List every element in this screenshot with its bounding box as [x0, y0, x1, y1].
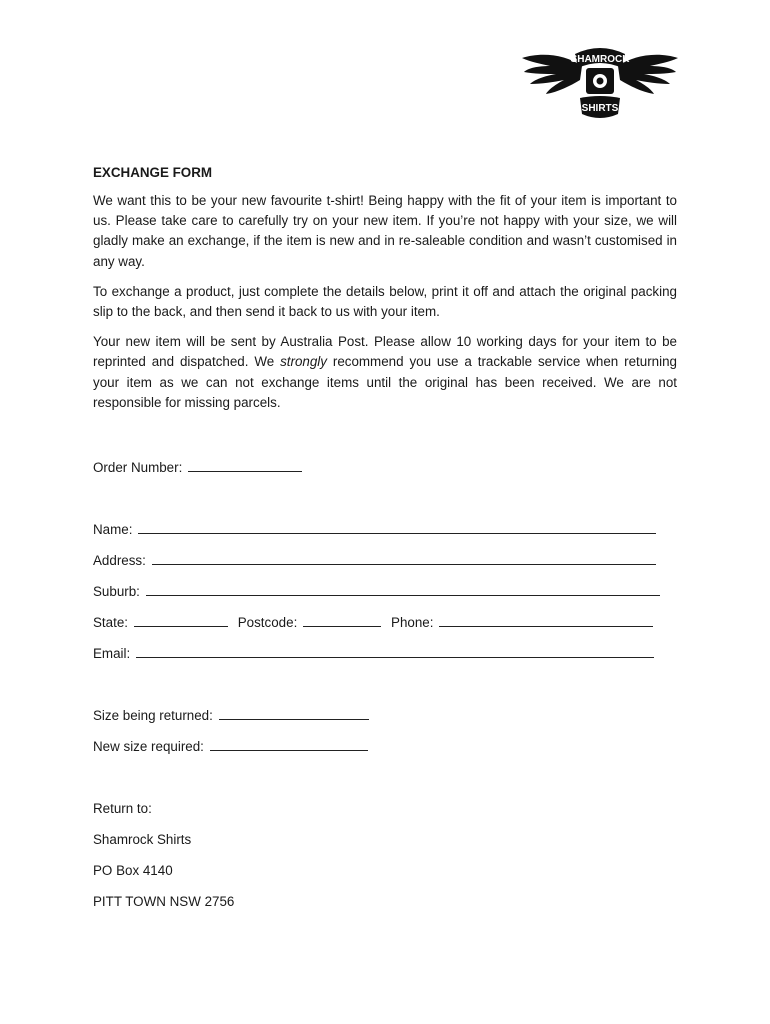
address-row — [93, 552, 656, 570]
logo-text-bottom: SHIRTS — [581, 103, 619, 114]
name-row — [93, 521, 656, 539]
order-number-row — [93, 459, 302, 477]
state-postcode-phone-row — [93, 614, 653, 632]
shamrock-shirts-logo — [520, 44, 680, 124]
state-field[interactable] — [134, 614, 228, 627]
return-town: PITT TOWN NSW 2756 — [93, 894, 235, 909]
form-intro — [93, 164, 677, 423]
size-returned-label: Size being returned: — [93, 708, 213, 723]
state-label: State: — [93, 615, 128, 630]
email-field[interactable] — [136, 645, 654, 658]
email-row — [93, 645, 654, 663]
size-required-row — [93, 738, 368, 756]
postcode-field[interactable] — [303, 614, 381, 627]
size-required-field[interactable] — [210, 738, 368, 751]
return-company: Shamrock Shirts — [93, 832, 192, 847]
address-field[interactable] — [152, 552, 656, 565]
suburb-row — [93, 583, 660, 601]
logo-text-top: SHAMROCK — [570, 54, 630, 65]
name-label: Name: — [93, 522, 133, 537]
shipping-text-2: recommend you use a trackable service when returning your item as we can not exchange items until the original has been received. We are not responsible for missing parcels. — [93, 354, 677, 410]
size-required-label: New size required: — [93, 739, 204, 754]
size-returned-field[interactable] — [219, 707, 369, 720]
form-title: EXCHANGE FORM — [93, 165, 213, 180]
shipping-text-1: Your new item will be sent by Australia Post. Please allow 10 working days for your item to be reprinted and dispatched. We — [93, 334, 677, 370]
phone-label: Phone: — [391, 615, 434, 630]
shipping-paragraph — [93, 332, 677, 413]
intro-paragraph: We want this to be your new favourite t-shirt! Being happy with the fit of your item is important to us. Please take care to carefully try on your new item. If you’re not happy with your size, we will gladly make an exchange, if the item is new and in re-saleable condition and wasn’t customised in any way. — [93, 193, 677, 269]
return-po-box: PO Box 4140 — [93, 863, 173, 878]
order-number-field[interactable] — [188, 459, 302, 472]
size-returned-row — [93, 707, 369, 725]
return-label: Return to: — [93, 801, 152, 816]
shipping-emphasis: strongly — [280, 354, 327, 370]
suburb-field[interactable] — [146, 583, 660, 596]
suburb-label: Suburb: — [93, 584, 140, 599]
address-label: Address: — [93, 553, 146, 568]
order-number-label: Order Number: — [93, 460, 183, 475]
instructions-paragraph: To exchange a product, just complete the details below, print it off and attach the original packing slip to the back, and then send it back to us with your item. — [93, 283, 677, 320]
phone-field[interactable] — [439, 614, 653, 627]
postcode-label: Postcode: — [237, 615, 298, 630]
email-label: Email: — [93, 646, 131, 661]
name-field[interactable] — [138, 521, 656, 534]
